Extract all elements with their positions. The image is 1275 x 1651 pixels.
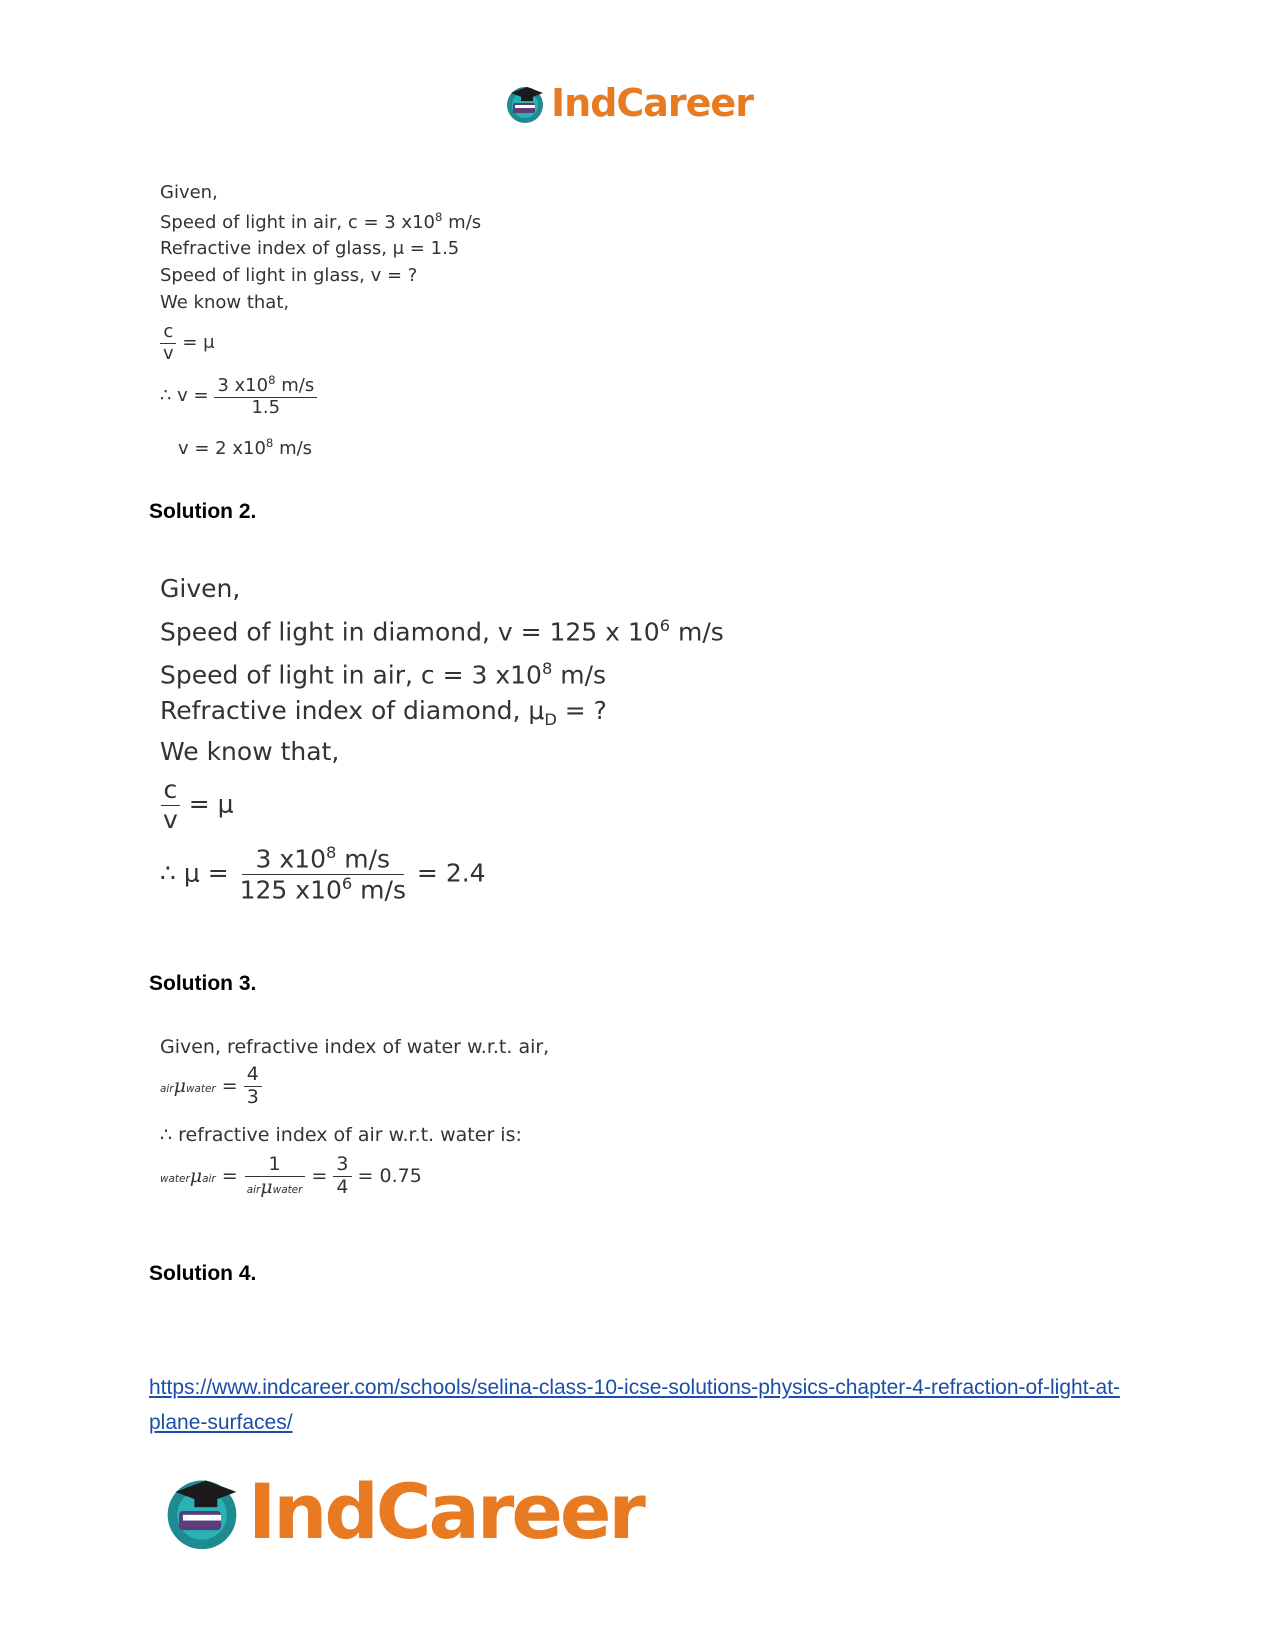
- numerator: c: [161, 776, 181, 806]
- text: air: [246, 1183, 261, 1196]
- solution-3-heading: Solution 3.: [149, 972, 257, 995]
- solution-2-heading: Solution 2.: [149, 500, 257, 523]
- text: water: [160, 1172, 190, 1185]
- equation: [160, 1064, 262, 1109]
- text: water: [272, 1183, 303, 1196]
- text: m/s: [275, 375, 315, 396]
- text: = ?: [556, 696, 607, 725]
- text: m/s: [552, 660, 607, 690]
- text-line: Speed of light in glass, v = ?: [160, 265, 418, 286]
- equation: [160, 776, 234, 835]
- text: Speed of light in diamond, v = 125 x 10: [160, 617, 660, 647]
- exponent: 8: [325, 843, 337, 862]
- fraction: [244, 1064, 262, 1109]
- fraction: [237, 844, 409, 905]
- denominator: 1.5: [251, 396, 281, 418]
- text-line: Given,: [160, 182, 218, 203]
- text: Refractive index of diamond, μ: [160, 696, 545, 725]
- text-line: [160, 696, 607, 729]
- denominator: [244, 1177, 306, 1199]
- denominator: v: [163, 804, 178, 834]
- fraction: [333, 1154, 351, 1199]
- equation: [160, 322, 215, 364]
- text: air: [160, 1082, 174, 1095]
- result-line: [178, 436, 312, 459]
- numerator: 1: [245, 1154, 305, 1177]
- text: air: [202, 1172, 216, 1185]
- text: Speed of light in air, c = 3 x10: [160, 660, 542, 690]
- denominator: v: [163, 342, 174, 364]
- indcareer-logo-bottom: [160, 1467, 643, 1555]
- numerator: 3: [333, 1154, 351, 1177]
- mu-symbol: μ: [260, 1175, 273, 1198]
- exponent: 8: [541, 659, 553, 678]
- text: m/s: [273, 438, 313, 459]
- brand-name: IndCareer: [248, 1466, 643, 1556]
- text-line: [160, 210, 481, 233]
- mu-symbol: μ: [173, 1074, 186, 1097]
- text-line: [160, 659, 606, 689]
- brand-name: IndCareer: [551, 81, 753, 125]
- text: =: [215, 1164, 244, 1187]
- text: 125 x10: [239, 875, 342, 905]
- fraction: [160, 776, 181, 835]
- exponent: 8: [435, 210, 443, 224]
- fraction: [244, 1154, 306, 1199]
- exponent: 8: [268, 373, 276, 387]
- text: = 0.75: [351, 1164, 422, 1187]
- solution-4-heading: Solution 4.: [149, 1262, 257, 1285]
- numerator: c: [160, 322, 176, 344]
- text-line: [160, 616, 724, 646]
- exponent: 6: [341, 874, 353, 894]
- fraction: [160, 322, 177, 364]
- text: =: [305, 1164, 334, 1187]
- fraction: [214, 374, 317, 418]
- text: water: [185, 1082, 216, 1095]
- text-line: We know that,: [160, 737, 340, 766]
- equation: [160, 844, 486, 905]
- text: =: [215, 1074, 244, 1097]
- denominator: 3: [246, 1085, 259, 1108]
- text-line: Refractive index of glass, μ = 1.5: [160, 238, 460, 259]
- text: = 2.4: [408, 858, 486, 888]
- denominator: 4: [336, 1175, 349, 1198]
- text: m/s: [352, 875, 406, 905]
- denominator: [237, 875, 409, 905]
- text-line: We know that,: [160, 292, 290, 313]
- numerator: [242, 844, 405, 875]
- equation: [160, 374, 317, 418]
- text-line: ∴ refractive index of air w.r.t. water is:: [160, 1124, 522, 1146]
- numerator: [214, 374, 317, 398]
- graduation-globe-icon: [160, 1469, 244, 1553]
- text: 3 x10: [255, 844, 326, 874]
- text: 3 x10: [217, 375, 269, 396]
- text: v = 2 x10: [178, 438, 266, 459]
- text: = μ: [176, 332, 215, 354]
- source-link[interactable]: https://www.indcareer.com/schools/selina-class-10-icse-solutions-physics-chapter-4-refraction-of-light-at-plane-surfaces/: [149, 1376, 1121, 1434]
- mu-symbol: μ: [189, 1164, 203, 1187]
- exponent: 8: [265, 436, 274, 450]
- equation: [160, 1154, 422, 1199]
- text: m/s: [442, 212, 482, 233]
- text: m/s: [670, 617, 724, 647]
- graduation-globe-icon: [503, 81, 547, 125]
- text: m/s: [336, 844, 391, 874]
- text: = μ: [180, 789, 234, 819]
- text: ∴ μ =: [160, 858, 237, 888]
- text: Speed of light in air, c = 3 x10: [160, 212, 435, 233]
- text: ∴ v =: [160, 385, 215, 407]
- text-line: Given,: [160, 574, 241, 603]
- indcareer-logo-top: [503, 80, 753, 126]
- numerator: 4: [244, 1064, 262, 1087]
- exponent: 6: [659, 616, 671, 635]
- subscript: D: [544, 710, 557, 729]
- text-line: Given, refractive index of water w.r.t. air,: [160, 1036, 550, 1058]
